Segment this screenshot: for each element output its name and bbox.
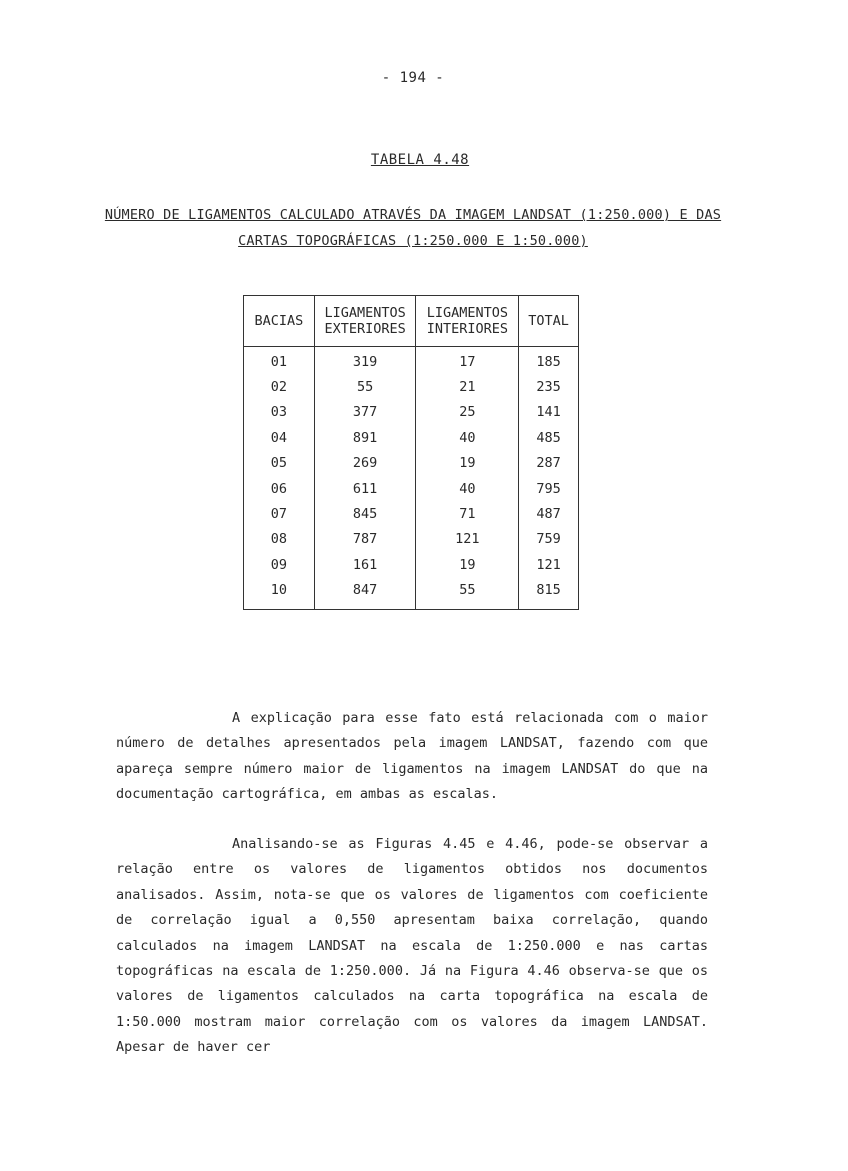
cell-bacia: 05 xyxy=(244,451,315,476)
cell-interiores: 121 xyxy=(416,527,519,552)
table-row xyxy=(244,425,579,450)
cell-total: 235 xyxy=(519,374,579,399)
table-row xyxy=(244,476,579,501)
cell-total: 487 xyxy=(519,501,579,526)
header-bacias: BACIAS xyxy=(244,296,315,347)
cell-bacia: 02 xyxy=(244,374,315,399)
table-row xyxy=(244,400,579,425)
cell-interiores: 40 xyxy=(416,476,519,501)
table-header-row xyxy=(244,296,579,347)
cell-bacia: 09 xyxy=(244,552,315,577)
table-row xyxy=(244,578,579,610)
table-row xyxy=(244,347,579,375)
cell-exteriores: 161 xyxy=(314,552,416,577)
table-row xyxy=(244,552,579,577)
cell-total: 121 xyxy=(519,552,579,577)
cell-exteriores: 845 xyxy=(314,501,416,526)
paragraph-text: A explicação para esse fato está relacionada com o maior número de detalhes apresentados pela imagem LANDSAT, fazendo com que apareça sempre número maior de ligamentos na imagem LANDSAT do que na documentação cartográfica, em ambas as escalas. xyxy=(116,710,708,803)
header-ligamentos-exteriores: LIGAMENTOS EXTERIORES xyxy=(314,296,416,347)
page-number: - 194 - xyxy=(381,70,445,86)
cell-exteriores: 891 xyxy=(314,425,416,450)
header-ligamentos-interiores: LIGAMENTOS INTERIORES xyxy=(416,296,519,347)
paragraph-text: Analisando-se as Figuras 4.45 e 4.46, pode-se observar a relação entre os valores de ligamentos obtidos nos documentos analisados. Assim, nota-se que os valores de ligamentos com coeficiente de correlação igual a 0,550 apresentam baixa correlação, quando calculados na imagem LANDSAT na escala de 1:250.000 e nas cartas topográficas na escala de 1:250.000. Já na Figura 4.46 observa-se que os valores de ligamentos calculados na carta topográfica na escala de 1:50.000 mostram maior correlação com os valores da imagem LANDSAT. Apesar de haver cer xyxy=(116,836,708,1056)
table-row xyxy=(244,501,579,526)
cell-interiores: 71 xyxy=(416,501,519,526)
cell-total: 795 xyxy=(519,476,579,501)
cell-interiores: 17 xyxy=(416,347,519,375)
cell-total: 141 xyxy=(519,400,579,425)
table-row xyxy=(244,527,579,552)
cell-interiores: 19 xyxy=(416,552,519,577)
table-label: TABELA 4.48 xyxy=(370,152,470,168)
cell-bacia: 06 xyxy=(244,476,315,501)
cell-exteriores: 269 xyxy=(314,451,416,476)
cell-interiores: 40 xyxy=(416,425,519,450)
ligamentos-table xyxy=(243,295,579,610)
table-body xyxy=(244,347,579,610)
cell-bacia: 03 xyxy=(244,400,315,425)
cell-bacia: 04 xyxy=(244,425,315,450)
cell-total: 287 xyxy=(519,451,579,476)
header-total: TOTAL xyxy=(519,296,579,347)
cell-exteriores: 611 xyxy=(314,476,416,501)
table-title: NÚMERO DE LIGAMENTOS CALCULADO ATRAVÉS DA IMAGEM LANDSAT (1:250.000) E DAS CARTAS TOPOGRÁFICAS (1:250.000 E 1:50.000) xyxy=(104,207,722,249)
cell-bacia: 10 xyxy=(244,578,315,610)
cell-total: 185 xyxy=(519,347,579,375)
cell-total: 759 xyxy=(519,527,579,552)
cell-interiores: 25 xyxy=(416,400,519,425)
paragraph-analise xyxy=(116,832,708,1061)
cell-total: 815 xyxy=(519,578,579,610)
cell-bacia: 08 xyxy=(244,527,315,552)
cell-total: 485 xyxy=(519,425,579,450)
cell-interiores: 21 xyxy=(416,374,519,399)
cell-exteriores: 319 xyxy=(314,347,416,375)
paragraph-explicacao xyxy=(116,706,708,808)
cell-interiores: 55 xyxy=(416,578,519,610)
cell-interiores: 19 xyxy=(416,451,519,476)
cell-bacia: 01 xyxy=(244,347,315,375)
cell-exteriores: 847 xyxy=(314,578,416,610)
table-row xyxy=(244,374,579,399)
cell-bacia: 07 xyxy=(244,501,315,526)
cell-exteriores: 787 xyxy=(314,527,416,552)
cell-exteriores: 55 xyxy=(314,374,416,399)
cell-exteriores: 377 xyxy=(314,400,416,425)
table-row xyxy=(244,451,579,476)
